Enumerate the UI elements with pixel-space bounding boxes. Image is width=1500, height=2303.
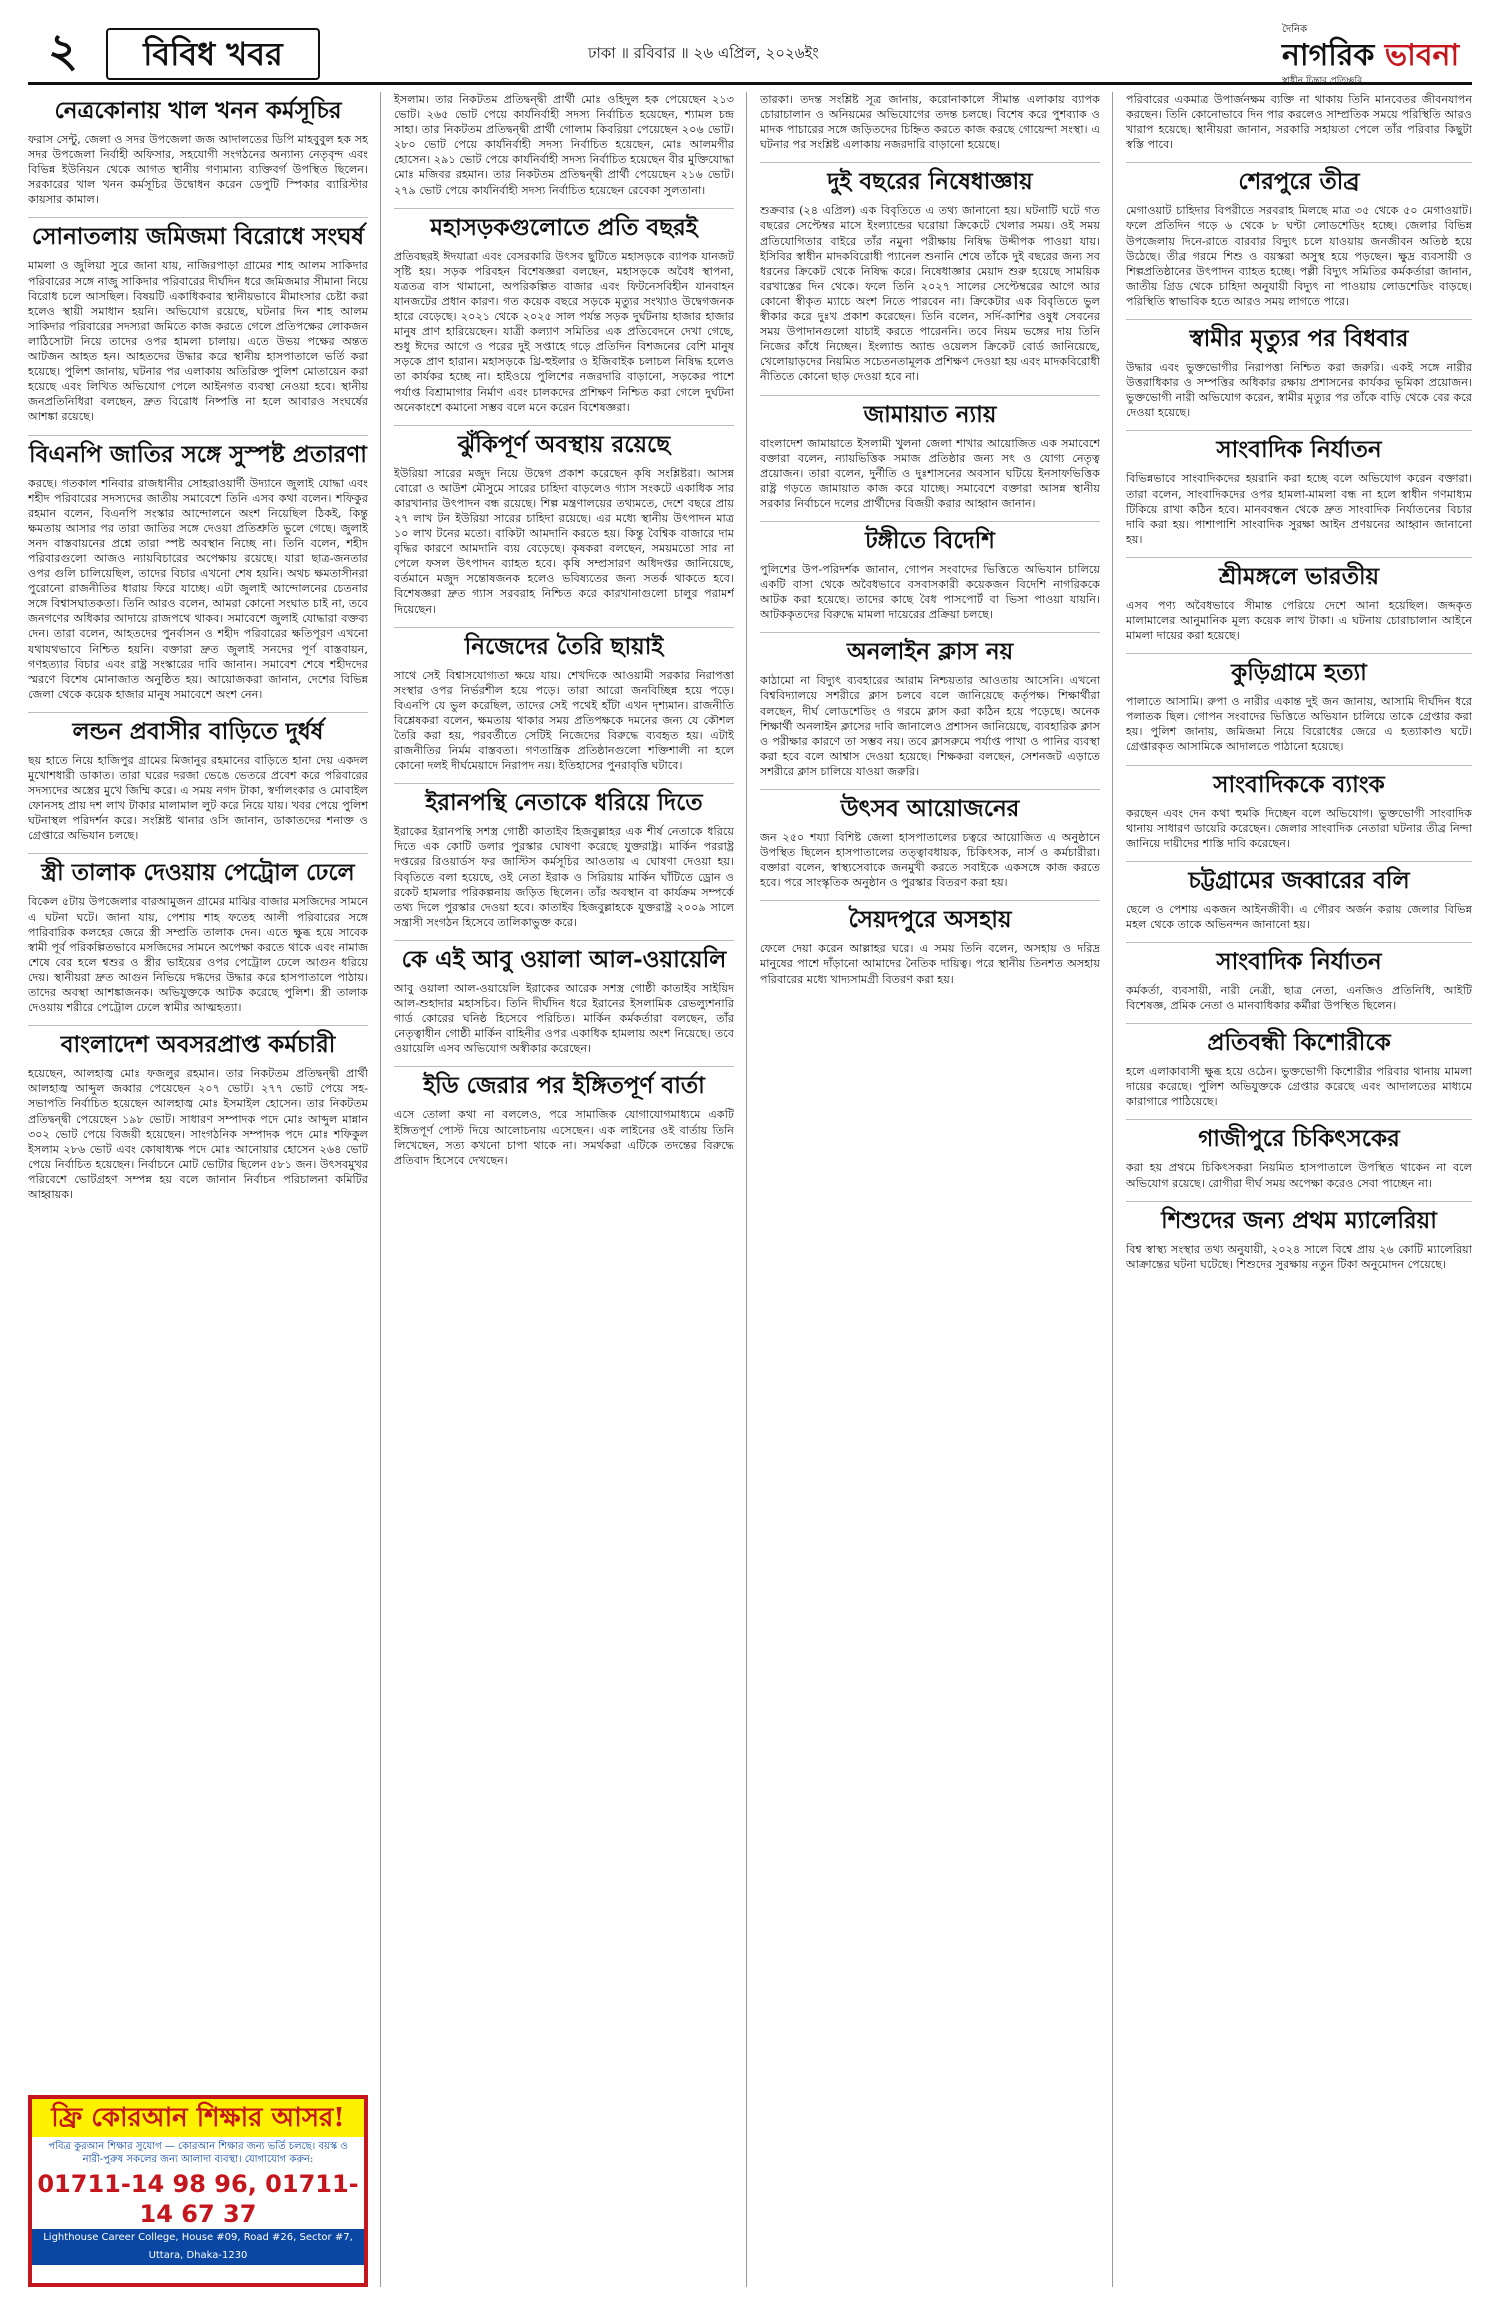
- article-headline[interactable]: সাংবাদিক নির্যাতন: [1126, 942, 1472, 983]
- logo-word-b: ভাবনা: [1384, 38, 1460, 73]
- article: [760, 395, 1100, 511]
- article: [394, 783, 734, 930]
- article-headline[interactable]: সাংবাদিককে ব্যাংক: [1126, 765, 1472, 806]
- article-body: হয়েছেন, আলহাজ্ব মোঃ ফজলুর রহমান। তার নিকটতম প্রতিদ্বন্দ্বী প্রার্থী আলহাজ্ব আব্দুল জব্বার পেয়েছেন ২০৭ ভোট। ২৭৭ ভোট পেয়ে সহ-সভাপতি নির্বাচিত হয়েছেন আলহাজ্ব মোঃ ইসমাইল হোসেন। তার নিকটতম প্রতিদ্বন্দ্বী পেয়েছেন ১৯৮ ভোট। সাধারণ সম্পাদক পদে মোঃ আব্দুল মান্নান ৩০২ ভোট পেয়ে বিজয়ী হয়েছেন। সাংগঠনিক সম্পাদক পদে মোঃ শফিকুল ইসলাম ২৮৬ ভোট এবং কোষাধ্যক্ষ পদে মোঃ আনোয়ার হোসেন ২৬৪ ভোট পেয়ে নির্বাচিত হয়েছেন। নির্বাচনে মোট ভোটার ছিলেন ৫৮১ জন। উৎসবমুখর পরিবেশে ভোটগ্রহণ সম্পন্ন হয় বলে জানান নির্বাচন পরিচালনা কমিটির আহ্বায়ক।: [28, 1067, 368, 1201]
- article: [1126, 1201, 1472, 1272]
- article: [394, 208, 734, 415]
- masthead: [28, 22, 1472, 85]
- advertisement[interactable]: [28, 2095, 368, 2287]
- article-body: ছেলে ও পেশায় একজন আইনজীবী। এ গৌরব অর্জন করায় জেলার বিভিন্ন মহল থেকে তাকে অভিনন্দন জানানো হয়।: [1126, 902, 1472, 931]
- article: [28, 435, 368, 702]
- logo-top: দৈনিক: [1282, 24, 1308, 35]
- dateline: ঢাকা ॥ রবিবার ॥ ২৬ এপ্রিল, ২০২৬ইং: [588, 44, 819, 62]
- page-number: ২: [48, 23, 78, 77]
- article: [1126, 861, 1472, 932]
- article: [760, 162, 1100, 384]
- column-divider: [380, 92, 381, 2287]
- article-body: এসে তোলা কথা না বললেও, পরে সামাজিক যোগাযোগমাধ্যমে একটি ইঙ্গিতপূর্ণ পোস্ট দিয়ে আলোচনায় এসেছেন। এক লাইনের ওই বার্তায় তিনি লিখেছেন, সত্য কখনো চাপা থাকে না। সমর্থকরা এটিকে তদন্তের বিরুদ্ধে প্রতিবাদ হিসেবে দেখছেন।: [394, 1108, 734, 1167]
- article-headline[interactable]: বিএনপি জাতির সঙ্গে সুস্পষ্ট প্রতারণা: [28, 435, 368, 476]
- article-headline[interactable]: স্বামীর মৃত্যুর পর বিধবার: [1126, 319, 1472, 360]
- column-3: [760, 92, 1100, 2287]
- article-body: বিশ্ব স্বাস্থ্য সংস্থার তথ্য অনুযায়ী, ২০২৪ সালে বিশ্বে প্রায় ২৬ কোটি ম্যালেরিয়া আক্রান্তের ঘটনা ঘটেছে। শিশুদের সুরক্ষায় নতুন টিকা অনুমোদন পেয়েছে।: [1126, 1242, 1472, 1271]
- article: [760, 521, 1100, 622]
- article: [760, 789, 1100, 890]
- article: [760, 900, 1100, 986]
- article-body: সাথে সেই বিশ্বাসযোগ্যতা ক্ষয়ে যায়। শেখদিকে আওয়ামী সরকার নিরাপত্তা সংস্থার ওপর নির্ভরশীল হয়ে পড়ে। তারা আরো জনবিচ্ছিন্ন হয়ে পড়ে। বিএনপি যে ভুল করেছিল, তাদের সেই পথেই হাঁটা এখন দৃশ্যমান। রাজনীতি বিশ্লেষকরা বলেন, ক্ষমতায় থাকার সময় প্রতিপক্ষকে দমনের জন্য যে কৌশল তৈরি করা হয়, পরবর্তীতে সেটিই নিজেদের বিরুদ্ধে ব্যবহৃত হয়। এটাই রাজনীতির নির্মম বাস্তবতা। গণতান্ত্রিক প্রতিষ্ঠানগুলো শক্তিশালী না হলে কোনো দলই দীর্ঘমেয়াদে নিরাপদ নয়। ইতিহাসের পুনরাবৃত্তি ঘটাবে।: [394, 668, 734, 773]
- article-body: কর্মকর্তা, ব্যবসায়ী, নারী নেত্রী, ছাত্র নেতা, এনজিও প্রতিনিধি, আইটি বিশেষজ্ঞ, প্রমিক নেতা ও মানবাধিকার কর্মীরা উপস্থিত ছিলেন।: [1126, 984, 1472, 1013]
- column-divider: [746, 92, 747, 2287]
- article-headline[interactable]: ঝুঁকিপূর্ণ অবস্থায় রয়েছে: [394, 425, 734, 466]
- article-body: করছেন এবং দেন কথা হুমকি দিচ্ছেন বলে অভিযোগ। ভুক্তভোগী সাংবাদিক থানায় সাধারণ ডায়েরি করেছেন। জেলার সাংবাদিক নেতারা ঘটনার তীব্র নিন্দা জানিয়ে দায়ীদের শাস্তি দাবি করেছেন।: [1126, 806, 1472, 850]
- article-body: পরিবারের একমাত্র উপার্জনক্ষম ব্যক্তি না থাকায় তিনি মানবেতর জীবনযাপন করছেন। তিনি কোনোভাবে দিন পার করলেও সাম্প্রতিক সময়ে পরিস্থিতি আরও খারাপ হয়েছে। স্থানীয়রা জানান, সরকারি সহায়তা পেলে তাঁর পরিবার কিছুটা স্বস্তি পাবে।: [1126, 93, 1472, 152]
- article-body: মামলা ও জুলিয়া সুরে জানা যায়, নাজিরপাড়া গ্রামের শাহ আলম সাকিদার পরিবারের সঙ্গে নাজু সাকিদার পরিবারের দীর্ঘদিন ধরে জমিজমার সীমানা নিয়ে বিরোধ চলে আসছিল। বিষয়টি একাধিকবার স্থানীয়ভাবে মীমাংসার চেষ্টা করা হলেও স্থায়ী সমাধান হয়নি। অভিযোগ রয়েছে, ঘটনার দিন শাহ আলম সাকিদার পরিবারের সদস্যরা জমিতে কাজ করতে গেলে প্রতিপক্ষের লোকজন লাঠিসোটা নিয়ে তাদের ওপর হামলা চালায়। এতে উভয় পক্ষের অন্তত আটজন আহত হন। আহতদের উদ্ধার করে স্থানীয় হাসপাতালে ভর্তি করা হয়েছে। পুলিশ জানায়, ঘটনার পর এলাকায় অতিরিক্ত পুলিশ মোতায়েন করা হয়েছে এবং লিখিত অভিযোগ পেলে আইনগত ব্যবস্থা নেওয়া হবে। স্থানীয় জনপ্রতিনিধিরা বলছেন, দ্রুত বিরোধ নিষ্পত্তি না হলে আবারও সংঘর্ষের আশঙ্কা রয়েছে।: [28, 259, 368, 424]
- article: [760, 92, 1100, 152]
- article-headline[interactable]: বাংলাদেশ অবসরপ্রাপ্ত কর্মচারী: [28, 1025, 368, 1066]
- article: [1126, 92, 1472, 152]
- article-headline[interactable]: জামায়াত ন্যায়: [760, 395, 1100, 436]
- article-body: করছে। গতকাল শনিবার রাজধানীর সোহরাওয়ার্দী উদ্যানে জুলাই যোদ্ধা এবং শহীদ পরিবারের সদস্যদের জাতীয় সমাবেশে তিনি এসব কথা বলেন। শফিকুর রহমান বলেন, বিএনপি সংস্কার আন্দোলনে অংশ নিয়েছিল ঠিকই, কিন্তু ক্ষমতায় আসার পর তারা জাতির সঙ্গে দেওয়া প্রতিশ্রুতি ভুলে গেছে। জুলাই সনদ বাস্তবায়নের প্রশ্নে তারা স্পষ্ট অবস্থান নিচ্ছে না। তিনি বলেন, শহীদ পরিবারগুলো আজও ন্যায়বিচারের অপেক্ষায় রয়েছে। যারা ছাত্র-জনতার ওপর গুলি চালিয়েছিল, তাদের বিচার এখনো শেষ হয়নি। অথচ ক্ষমতাসীনরা পুরোনো রাজনীতির ধারায় ফিরে যাচ্ছে। এটা জুলাই আন্দোলনের চেতনার সঙ্গে বিশ্বাসঘাতকতা। তিনি আরও বলেন, আমরা কোনো সংঘাত চাই না, তবে জনগণের অধিকার আদায়ে রাজপথে থাকব। সমাবেশে জুলাই যোদ্ধারা বক্তব্য দেন। তারা বলেন, আহতদের পুনর্বাসন ও শহীদ পরিবারের ক্ষতিপূরণ এখনো যথাযথভাবে নিশ্চিত হয়নি। বক্তারা দ্রুত জুলাই সনদের পূর্ণ বাস্তবায়ন, গণহত্যার বিচার এবং রাষ্ট্র সংস্কারের দাবি জানান। সমাবেশ শেষে শহীদদের স্মরণে বিশেষ মোনাজাত অনুষ্ঠিত হয়। আয়োজকরা জানান, দেশের বিভিন্ন জেলা থেকে কয়েক হাজার মানুষ সমাবেশে অংশ নেন।: [28, 476, 368, 701]
- article-body: জন ২৫০ শয্যা বিশিষ্ট জেলা হাসপাতালের চত্বরে আয়োজিত এ অনুষ্ঠানে উপস্থিত ছিলেন হাসপাতালের তত্ত্বাবধায়ক, চিকিৎসক, নার্স ও কর্মচারীরা। বক্তারা বলেন, স্বাস্থ্যসেবাকে জনমুখী করতে সবাইকে একসঙ্গে কাজ করতে হবে। পরে সাংস্কৃতিক অনুষ্ঠান ও পুরস্কার বিতরণ করা হয়।: [760, 831, 1100, 890]
- article-headline[interactable]: উৎসব আয়োজনের: [760, 789, 1100, 830]
- column-2: [394, 92, 734, 2287]
- article-headline[interactable]: ইডি জেরার পর ইঙ্গিতপূর্ণ বার্তা: [394, 1066, 734, 1107]
- ad-title: ফ্রি কোরআন শিক্ষার আসর!: [32, 2099, 364, 2137]
- article-body: করা হয় প্রথমে চিকিৎসকরা নিয়মিত হাসপাতালে উপস্থিত থাকেন না বলে অভিযোগ রয়েছে। রোগীরা দীর্ঘ সময় অপেক্ষা করেও সেবা পাচ্ছেন না।: [1126, 1161, 1472, 1190]
- article-body: প্রতিবছরই ঈদযাত্রা এবং বেসরকারি উৎসব ছুটিতে মহাসড়কে ব্যাপক যানজট সৃষ্টি হয়। সড়ক পরিবহন বিশেষজ্ঞরা বলছেন, মহাসড়কে অবৈধ স্থাপনা, যত্রতত্র বাস থামানো, অপরিকল্পিত বাজার এবং ফিটনেসবিহীন যানবাহন যানজটের প্রধান কারণ। গত কয়েক বছরে সড়কে মৃত্যুর সংখ্যাও উদ্বেগজনক হারে বেড়েছে। ২০২১ থেকে ২০২৫ সাল পর্যন্ত সড়ক দুর্ঘটনায় হাজার হাজার মানুষ প্রাণ হারিয়েছেন। যাত্রী কল্যাণ সমিতির এক প্রতিবেদনে দেখা গেছে, শুধু ঈদের আগে ও পরের দুই সপ্তাহে গড়ে প্রতিদিন বিশজনের বেশি মানুষ সড়কে প্রাণ হারান। মহাসড়কে থ্রি-হুইলার ও ইজিবাইক চলাচল নিষিদ্ধ হলেও তা কার্যকর হচ্ছে না। হাইওয়ে পুলিশের নজরদারি বাড়ানো, সড়কের পাশে পর্যাপ্ত বিশ্রামাগার নির্মাণ এবং চালকদের প্রশিক্ষণ নিশ্চিত করা গেলে দুর্ঘটনা অনেকাংশে কমানো সম্ভব বলে মনে করেন বিশেষজ্ঞরা।: [394, 249, 734, 414]
- article-body: ছয় হাতে নিয়ে হাজিপুর গ্রামের মিজানুর রহমানের বাড়িতে হানা দেয় একদল মুখোশধারী ডাকাত। তারা ঘরের দরজা ভেঙে ভেতরে প্রবেশ করে পরিবারের সদস্যদের অস্ত্রের মুখে জিম্মি করে। এ সময় নগদ টাকা, স্বর্ণালংকার ও মোবাইল ফোনসহ প্রায় দশ লাখ টাকার মালামাল লুট করে নিয়ে যায়। খবর পেয়ে পুলিশ ঘটনাস্থল পরিদর্শন করে। সংশ্লিষ্ট থানার ওসি জানান, ডাকাতদের শনাক্ত ও গ্রেপ্তারে অভিযান চলছে।: [28, 753, 368, 843]
- article-headline[interactable]: দুই বছরের নিষেধাজ্ঞায়: [760, 162, 1100, 203]
- article-body: ফরাস সেন্টু, জেলা ও সদর উপজেলা জজ আদালতের ডিপি মাহবুবুল হক সহ সদর উপজেলা নির্বাহী অফিসার, সহযোগী সংগঠনের অন্যান্য নেতৃবৃন্দ এবং বিভিন্ন ইউনিয়ন থেকে আগত স্থানীয় গণ্যমান্য ব্যক্তিবর্গ উপস্থিত ছিলেন। সরকারের খাল খনন কর্মসূচির উদ্বোধন করেন ডেপুটি স্পিকার ব্যারিস্টার কায়সার কামাল।: [28, 133, 368, 207]
- article-body: শুক্রবার (২৪ এপ্রিল) এক বিবৃতিতে এ তথ্য জানানো হয়। ঘটনাটি ঘটে গত বছরের সেপ্টেম্বর মাসে ইংল্যান্ডের ঘরোয়া ক্রিকেটে খেলার সময়। ওই সময় প্রতিযোগিতার বাইরে তাঁর নমুনা পরীক্ষায় নিষিদ্ধ উদ্দীপক পাওয়া যায়। ইসিবির স্বাধীন মাদকবিরোধী প্যানেল শুনানি শেষে তাঁকে দুই বছরের জন্য সব ধরনের ক্রিকেট থেকে নিষিদ্ধ করে। নিষেধাজ্ঞার মেয়াদ শুরু হয়েছে সাময়িক বরখাস্তের দিন থেকে। ফলে তিনি ২০২৭ সালের সেপ্টেম্বরের আগে আর কোনো স্বীকৃত ম্যাচে অংশ নিতে পারবেন না। ক্রিকেটার এক বিবৃতিতে ভুল স্বীকার করে দুঃখ প্রকাশ করেছেন। তিনি বলেন, সর্দি-কাশির ওষুধ সেবনের সময় উপাদানগুলো যাচাই করতে পারেননি। তবে নিয়ম ভঙ্গের দায় তিনি নিজের কাঁধে নিচ্ছেন। ইংল্যান্ড অ্যান্ড ওয়েলস ক্রিকেট বোর্ড জানিয়েছে, খেলোয়াড়দের নিয়মিত সচেতনতামূলক প্রশিক্ষণ দেওয়া হয় এবং মাদকবিরোধী নীতিতে কোনো ছাড় দেওয়া হবে না।: [760, 204, 1100, 384]
- article-headline[interactable]: ইরানপন্থি নেতাকে ধরিয়ে দিতে: [394, 783, 734, 824]
- article-body: হলে এলাকাবাসী ক্ষুব্ধ হয়ে ওঠেন। ভুক্তভোগী কিশোরীর পরিবার থানায় মামলা দায়ের করেছে। পুলিশ অভিযুক্তকে গ্রেপ্তার করেছে এবং আদালতের মাধ্যমে কারাগারে পাঠিয়েছে।: [1126, 1065, 1472, 1109]
- column-4: [1126, 92, 1472, 2287]
- article-headline[interactable]: কে এই আবু ওয়ালা আল-ওয়ায়েলি: [394, 940, 734, 981]
- article-headline[interactable]: কুড়িগ্রামে হত্যা: [1126, 653, 1472, 694]
- article-headline[interactable]: সৈয়দপুরে অসহায়: [760, 900, 1100, 941]
- article: [394, 425, 734, 617]
- article: [1126, 1023, 1472, 1109]
- article: [1126, 653, 1472, 754]
- article-headline[interactable]: শিশুদের জন্য প্রথম ম্যালেরিয়া: [1126, 1201, 1472, 1242]
- article-headline[interactable]: সাংবাদিক নির্যাতন: [1126, 430, 1472, 471]
- article-headline[interactable]: শেরপুরে তীব্র: [1126, 162, 1472, 203]
- article-headline[interactable]: লন্ডন প্রবাসীর বাড়িতে দুর্ধর্ষ: [28, 712, 368, 753]
- section-title: বিবিধ খবর: [106, 28, 320, 80]
- article: [1126, 319, 1472, 420]
- newspaper-logo: [1282, 22, 1472, 86]
- article: [28, 1025, 368, 1202]
- logo-main: [1282, 39, 1472, 73]
- article-body: ইসলাম। তার নিকটতম প্রতিদ্বন্দ্বী প্রার্থী মোঃ ওহিদুল হক পেয়েছেন ২১৩ ভোট। ২৬৫ ভোট পেয়ে কার্যনির্বাহী সদস্য নির্বাচিত হয়েছেন, শ্যামল চন্দ্র সাহা। তার নিকটতম প্রতিদ্বন্দ্বী প্রার্থী গোলাম কিবরিয়া পেয়েছেন ২০৬ ভোট। ২৮০ ভোট পেয়ে কার্যনির্বাহী সদস্য নির্বাচিত হয়েছেন, মোঃ আলমগীর হোসেন। ২৯১ ভোট পেয়ে কার্যনির্বাহী সদস্য নির্বাচিত হয়েছেন বীর মুক্তিযোদ্ধা মোঃ মজিবর রহমান। তার নিকটতম প্রতিদ্বন্দ্বী প্রার্থী পেয়েছেন ২১৬ ভোট। ২৭৯ ভোট পেয়ে কার্যনির্বাহী সদস্য নির্বাচিত হয়েছেন রেবেকা সুলতানা।: [394, 93, 734, 197]
- article: [394, 627, 734, 774]
- logo-tagline: স্বাধীন চিন্তার প্রতিচ্ছবি: [1282, 76, 1363, 86]
- article-body: ইরাকের ইরানপন্থি সশস্ত্র গোষ্ঠী কাতাইব হিজবুল্লাহর এক শীর্ষ নেতাকে ধরিয়ে দিতে এক কোটি ডলার পুরস্কার ঘোষণা করেছে যুক্তরাষ্ট্র। মার্কিন পররাষ্ট্র দপ্তরের রিওয়ার্ডস ফর জাস্টিস কর্মসূচির আওতায় এ ঘোষণা দেওয়া হয়। বিবৃতিতে বলা হয়েছে, ওই নেতা ইরাক ও সিরিয়ায় মার্কিন ঘাঁটিতে ড্রোন ও রকেট হামলার পরিকল্পনায় জড়িত ছিলেন। তাঁর অবস্থান বা কার্যক্রম সম্পর্কে তথ্য দিলে পুরস্কার দেওয়া হবে। কাতাইব হিজবুল্লাহকে যুক্তরাষ্ট্র ২০০৯ সালে সন্ত্রাসী সংগঠন হিসেবে তালিকাভুক্ত করে।: [394, 825, 734, 929]
- article: [394, 940, 734, 1056]
- article-headline[interactable]: নেত্রকোনায় খাল খনন কর্মসূচির: [54, 97, 342, 124]
- ad-text: পবিত্র কুরআন শিক্ষার সুযোগ — কোরআন শিক্ষার জন্য ভর্তি চলছে। বয়স্ক ও নারী-পুরুষ সকলের জন্য আলাদা ব্যবস্থা। যোগাযোগ করুন:: [48, 2141, 348, 2165]
- article-body: ইউরিয়া সারের মজুদ নিয়ে উদ্বেগ প্রকাশ করেছেন কৃষি সংশ্লিষ্টরা। আসন্ন বোরো ও আউশ মৌসুমে সারের চাহিদা বাড়লেও গ্যাস সংকটে একাধিক সার কারখানার উৎপাদন বন্ধ রয়েছে। শিল্প মন্ত্রণালয়ের তথ্যমতে, দেশে বছরে প্রায় ২৭ লাখ টন ইউরিয়া সারের চাহিদা রয়েছে। এর মধ্যে স্থানীয় উৎপাদন মাত্র ১০ লাখ টনের মতো। বাকিটা আমদানি করতে হয়। কিন্তু বৈশ্বিক বাজারে দাম বৃদ্ধির কারণে আমদানি ব্যয় বেড়েছে। কৃষকরা বলছেন, সময়মতো সার না পেলে ফসল উৎপাদন ব্যাহত হবে। কৃষি সম্প্রসারণ অধিদপ্তর জানিয়েছে, বর্তমানে মজুদ সন্তোষজনক হলেও ভবিষ্যতের জন্য সতর্ক থাকতে হবে। বিশেষজ্ঞরা দ্রুত গ্যাস সরবরাহ নিশ্চিত করে কারখানাগুলো চালুর পরামর্শ দিয়েছেন।: [394, 466, 734, 616]
- article-body: পুলিশের উপ-পরিদর্শক জানান, গোপন সংবাদের ভিত্তিতে অভিযান চালিয়ে একটি বাসা থেকে অবৈধভাবে বসবাসকারী কয়েকজন বিদেশি নাগরিককে আটক করা হয়েছে। তাদের কাছে বৈধ পাসপোর্ট বা ভিসা পাওয়া যায়নি। আটককৃতদের বিরুদ্ধে মামলা দায়েরের প্রক্রিয়া চলছে।: [760, 562, 1100, 622]
- article: [28, 92, 368, 207]
- article: [1126, 162, 1472, 309]
- article-body: বাংলাদেশ জামায়াতে ইসলামী খুলনা জেলা শাখার আয়োজিত এক সমাবেশে বক্তারা বলেন, ন্যায়ভিত্তিক সমাজ প্রতিষ্ঠার জন্য সৎ ও যোগ্য নেতৃত্ব প্রয়োজন। তারা বলেন, দুর্নীতি ও দুঃশাসনের অবসান ঘটিয়ে ইনসাফভিত্তিক রাষ্ট্র গড়তে জামায়াত কাজ করে যাচ্ছে। সমাবেশে বক্তারা আসন্ন স্থানীয় সরকার নির্বাচনে দলের প্রার্থীদের বিজয়ী করার আহ্বান জানান।: [760, 436, 1100, 510]
- article-body: কাঠামো না বিদ্যুৎ ব্যবহারের আরাম নিশ্চয়তার আওতায় আসেনি। এখনো বিশ্ববিদ্যালয়ে সশরীরে ক্লাস চলবে বলে জানিয়েছে কর্তৃপক্ষ। শিক্ষার্থীরা বলছেন, দীর্ঘ লোডশেডিং ও গরমে ক্লাস করা কঠিন হয়ে পড়েছে। অনেক শিক্ষার্থী অনলাইন ক্লাসের দাবি জানালেও প্রশাসন জানিয়েছে, ব্যবহারিক ক্লাস ও পরীক্ষার কারণে তা সম্ভব নয়। তবে ক্লাসরুমে পর্যাপ্ত পাখা ও পানির ব্যবস্থা করা হবে বলে আশ্বাস দেওয়া হয়েছে। শিক্ষকরা বলছেন, সেশনজট এড়াতে সশরীরে ক্লাস চালিয়ে যাওয়া জরুরি।: [760, 674, 1100, 778]
- article-headline[interactable]: চট্টগ্রামের জব্বারের বলি: [1126, 861, 1472, 902]
- logo-word-a: নাগরিক: [1282, 38, 1385, 73]
- article: [28, 217, 368, 424]
- article-headline[interactable]: গাজীপুরে চিকিৎসকের: [1126, 1119, 1472, 1160]
- article: [28, 853, 368, 1015]
- article-body: পালাতে আসামি। রুপা ও নারীর একান্ত দুই জন জানায়, আসামি দীর্ঘদিন ধরে পলাতক ছিল। গোপন সংবাদের ভিত্তিতে অভিযান চালিয়ে তাকে গ্রেপ্তার করা হয়। পুলিশ জানায়, জমিজমা নিয়ে বিরোধের জেরে এ হত্যাকাণ্ড ঘটে। গ্রেপ্তারকৃত আসামিকে আদালতে পাঠানো হয়েছে।: [1126, 695, 1472, 754]
- article-headline[interactable]: নিজেদের তৈরি ছায়াই: [394, 627, 734, 668]
- article: [394, 1066, 734, 1167]
- article-body: আবু ওয়ালা আল-ওয়ায়েলি ইরাকের আরেক সশস্ত্র গোষ্ঠী কাতাইব সাইয়িদ আল-শুহাদার মহাসচিব। তিনি দীর্ঘদিন ধরে ইরানের ইসলামিক রেভল্যুশনারি গার্ড কোরের ঘনিষ্ঠ হিসেবে পরিচিত। মার্কিন কর্মকর্তারা বলছেন, তাঁর নেতৃত্বাধীন গোষ্ঠী মার্কিন বাহিনীর ওপর একাধিক হামলায় অংশ নিয়েছে। তবে ওয়ায়েলি এসব অভিযোগ অস্বীকার করেছেন।: [394, 981, 734, 1056]
- article-body: ফেলে দেয়া করেন আল্লাহর ঘরে। এ সময় তিনি বলেন, অসহায় ও দরিদ্র মানুষের পাশে দাঁড়ানো আমাদের নৈতিক দায়িত্ব। পরে স্থানীয় তিনশত অসহায় পরিবারের মধ্যে খাদ্যসামগ্রী বিতরণ করা হয়।: [760, 942, 1100, 986]
- ad-footer: Lighthouse Career College, House #09, Road #26, Sector #7, Uttara, Dhaka-1230: [32, 2229, 364, 2265]
- article: [1126, 430, 1472, 546]
- article-headline[interactable]: শ্রীমঙ্গলে ভারতীয়: [1126, 557, 1472, 598]
- article: [1126, 942, 1472, 1013]
- article: [760, 632, 1100, 779]
- article-headline[interactable]: অনলাইন ক্লাস নয়: [760, 632, 1100, 673]
- article-body: মেগাওয়াট চাহিদার বিপরীতে সরবরাহ মিলছে মাত্র ৩৫ থেকে ৫০ মেগাওয়াট। ফলে প্রতিদিন গড়ে ৬ থেকে ৮ ঘণ্টা লোডশেডিং হচ্ছে। জেলার বিভিন্ন উপজেলায় দিনে-রাতে বারবার বিদ্যুৎ চলে যাওয়ায় জনজীবন অতিষ্ঠ হয়ে উঠেছে। তীব্র গরমে শিশু ও বয়স্করা অসুস্থ হয়ে পড়ছেন। ক্ষুদ্র ব্যবসায়ী ও শিল্পপ্রতিষ্ঠানের উৎপাদন ব্যাহত হচ্ছে। পল্লী বিদ্যুৎ সমিতির কর্মকর্তারা জানান, জাতীয় গ্রিড থেকে চাহিদা অনুযায়ী বিদ্যুৎ না পাওয়ায় লোডশেডিং বাড়ছে। পরিস্থিতি স্বাভাবিক হতে আরও সময় লাগতে পারে।: [1126, 204, 1472, 308]
- article: [28, 712, 368, 844]
- article: [1126, 557, 1472, 643]
- article: [1126, 765, 1472, 851]
- column-divider: [1112, 92, 1113, 2287]
- article-headline[interactable]: প্রতিবন্ধী কিশোরীকে: [1126, 1023, 1472, 1064]
- article: [1126, 1119, 1472, 1190]
- ad-phone: 01711-14 98 96, 01711-14 67 37: [37, 2170, 359, 2228]
- column-1: [28, 92, 368, 2287]
- article-headline[interactable]: টঙ্গীতে বিদেশি: [760, 521, 1100, 562]
- article-headline[interactable]: মহাসড়কগুলোতে প্রতি বছরই: [394, 208, 734, 249]
- article-body: বিকেল ৫টায় উপজেলার বারআমুজন গ্রামের মাঝির বাজার মসজিদের সামনে এ ঘটনা ঘটে। জানা যায়, পেশায় শাহ ফতেহ আলী পরিবারের সঙ্গে পারিবারিক কলহের জেরে স্ত্রী সম্প্রতি তালাক দেন। এতে ক্ষুব্ধ হয়ে সাবেক স্বামী পূর্ব পরিকল্পিতভাবে মসজিদের সামনে অপেক্ষা করতে থাকে এবং নামাজ শেষে বের হলে শ্বশুর ও স্ত্রীর ভাইয়ের ওপর পেট্রোল ঢেলে আগুন ধরিয়ে দেয়। স্থানীয়রা দ্রুত আগুন নিভিয়ে দগ্ধদের উদ্ধার করে হাসপাতালে পাঠায়। তাদের অবস্থা আশঙ্কাজনক। অভিযুক্তকে আটক করেছে পুলিশ। স্ত্রী তালাক দেওয়ায় শরীরে পেট্রোল ঢেলে স্বামীর আত্মহত্যা।: [28, 895, 368, 1015]
- article-body: তারকা। তদন্ত সংশ্লিষ্ট সূত্র জানায়, করোনাকালে সীমান্ত এলাকায় ব্যাপক চোরাচালান ও অনিয়মের অভিযোগের তদন্ত চলছে। বিশেষ করে পুশব্যাক ও মাদক পাচারের সঙ্গে জড়িতদের চিহ্নিত করতে কাজ করছে গোয়েন্দা সংস্থা। এ ঘটনার পর সংশ্লিষ্ট এলাকায় নজরদারি বাড়ানো হয়েছে।: [760, 93, 1100, 152]
- article-body: বিভিন্নভাবে সাংবাদিকদের হয়রানি করা হচ্ছে বলে অভিযোগ করেন বক্তারা। তারা বলেন, সাংবাদিকদের ওপর হামলা-মামলা বন্ধ না হলে স্বাধীন গণমাধ্যম টিকিয়ে রাখা কঠিন হবে। মানববন্ধন থেকে দ্রুত সাংবাদিক নির্যাতনের বিচার দাবি করা হয়। পাশাপাশি সাংবাদিক সুরক্ষা আইন প্রণয়নের আহ্বান জানানো হয়।: [1126, 472, 1472, 546]
- article-headline[interactable]: স্ত্রী তালাক দেওয়ায় পেট্রোল ঢেলে: [28, 853, 368, 894]
- article-headline[interactable]: সোনাতলায় জমিজমা বিরোধে সংঘর্ষ: [28, 217, 368, 258]
- article-body: এসব পণ্য অবৈধভাবে সীমান্ত পেরিয়ে দেশে আনা হয়েছিল। জব্দকৃত মালামালের আনুমানিক মূল্য কয়েক লাখ টাকা। এ ঘটনায় চোরাচালান আইনে মামলা দায়ের করা হয়েছে।: [1126, 598, 1472, 643]
- article-body: উদ্ধার এবং ভুক্তভোগীর নিরাপত্তা নিশ্চিত করা জরুরি। একই সঙ্গে নারীর উত্তরাধিকার ও সম্পত্তির অধিকার রক্ষায় প্রশাসনের কার্যকর ভূমিকা প্রয়োজন। ভুক্তভোগী নারী অভিযোগ করেন, স্বামীর মৃত্যুর পর তাঁকে বাড়ি থেকে বের করে দেওয়া হয়েছে।: [1126, 361, 1472, 420]
- article: [394, 92, 734, 198]
